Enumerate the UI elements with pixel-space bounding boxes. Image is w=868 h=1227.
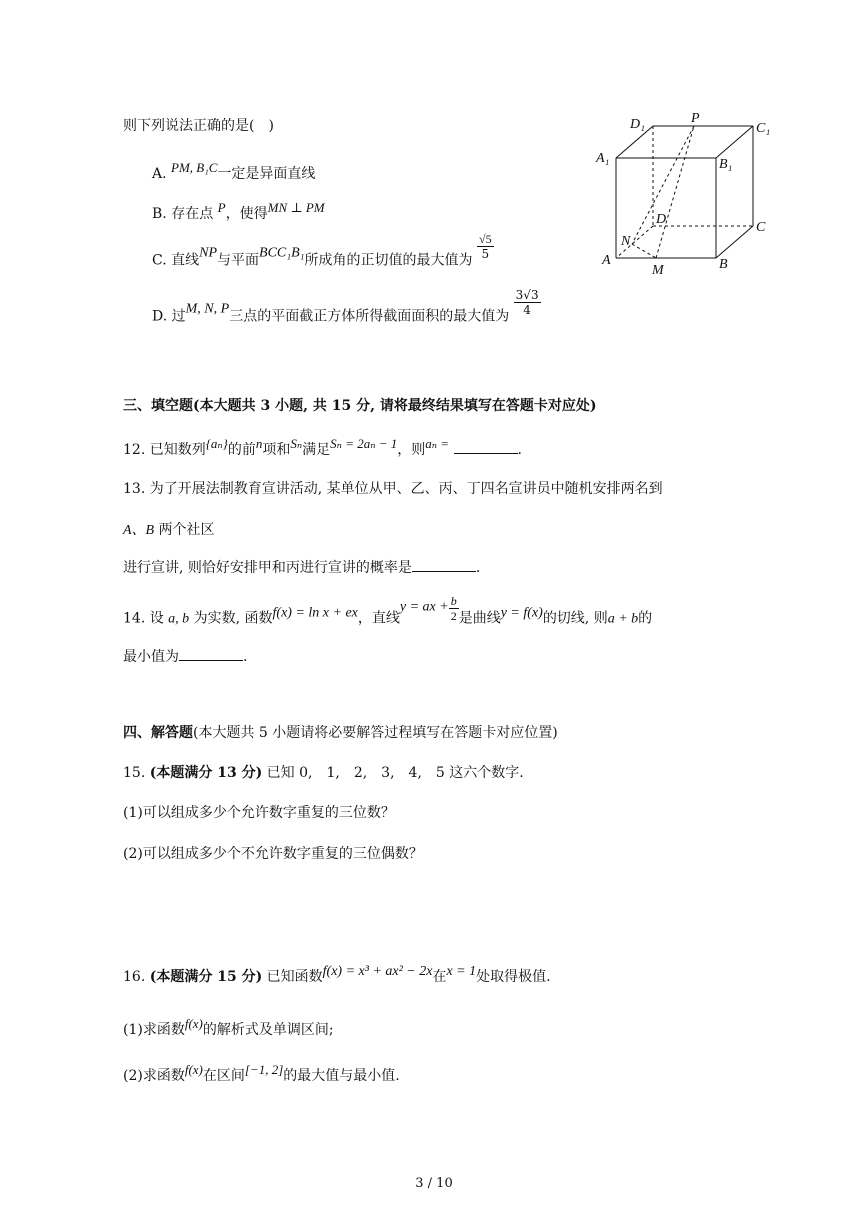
q14-text: 为实数, 函数: [193, 610, 273, 627]
math-expr: y = ax +: [399, 599, 449, 615]
q11-stem: 则下列说法正确的是( ): [123, 118, 274, 134]
question-13-line1: 13. 为了开展法制教育宣讲活动, 某单位从甲、乙、丙、丁四名宣讲员中随机安排两名到: [123, 481, 663, 497]
math-expr: x = 1: [446, 964, 477, 979]
math-expr: P: [217, 200, 226, 215]
label-B1: B₁: [719, 157, 733, 172]
q15-text: 已知 0, 1, 2, 3, 4, 5 这六个数字.: [266, 765, 524, 781]
option-label: D. 过: [152, 308, 186, 325]
question-15: [123, 762, 524, 782]
option-text: 一定是异面直线: [217, 166, 316, 182]
label-B: B: [719, 257, 728, 272]
q16-text: 处取得极值.: [476, 969, 551, 985]
q15-part1: (1)可以组成多少个允许数字重复的三位数？: [123, 805, 395, 821]
question-13-line3: [123, 557, 480, 577]
fraction-denominator: 2: [450, 609, 457, 623]
question-13-line2: [123, 519, 215, 539]
fraction-numerator: b: [450, 594, 457, 608]
math-expr: n: [255, 436, 263, 451]
q11-option-c: [152, 232, 494, 270]
q16-text: (1)求函数: [123, 1022, 185, 1038]
answer-blank: [179, 648, 243, 661]
fraction-b-over-2: [449, 594, 459, 623]
question-14-line1: [123, 594, 652, 628]
q14-text: 的: [638, 610, 653, 627]
math-expr: y = f(x): [500, 605, 543, 621]
q11-option-a: [152, 160, 315, 183]
section4-heading: [123, 722, 558, 742]
q14-text: 最小值为: [123, 649, 179, 665]
q12-text: ，则: [397, 442, 426, 458]
q16-text: (2)求函数: [123, 1068, 185, 1084]
q12-text: 的前: [227, 442, 256, 458]
q16-text: 已知函数: [266, 969, 323, 985]
q14-text: 是曲线: [458, 610, 501, 627]
q14-text: 的切线, 则: [542, 610, 608, 627]
label-D1: D₁: [630, 117, 645, 132]
cube-figure: [592, 106, 782, 281]
q16-part2: [123, 1062, 400, 1085]
section4-title: 四、解答题: [123, 725, 193, 741]
answer-blank: [412, 559, 476, 572]
q15-number: 15.: [123, 765, 146, 781]
question-12: [123, 436, 522, 459]
math-expr: Sₙ: [290, 436, 303, 451]
q13-text: 进行宣讲, 则恰好安排甲和丙进行宣讲的概率是: [123, 560, 412, 576]
math-expr: a, b: [168, 611, 190, 627]
q14-text: ，直线: [357, 610, 400, 627]
fraction-denominator: 5: [481, 247, 490, 261]
label-N: N: [621, 234, 631, 249]
math-expr: {aₙ}: [205, 436, 228, 451]
option-text: 与平面: [217, 252, 260, 269]
label-A: A: [602, 253, 611, 268]
math-expr: Sₙ = 2aₙ − 1: [330, 436, 398, 451]
fraction-sqrt5-over-5: [477, 232, 494, 261]
q16-text: 在区间: [202, 1068, 245, 1084]
q15-score-tag: (本题满分 13 分): [149, 765, 263, 781]
q16-text: 在: [432, 969, 447, 985]
page-number: 3 / 10: [415, 1176, 453, 1191]
q16-text: 的解析式及单调区间;: [202, 1022, 334, 1038]
fraction-3sqrt3-over-4: [514, 288, 541, 317]
label-P: P: [691, 111, 700, 126]
answer-blank: [454, 441, 518, 454]
label-A1: A₁: [596, 151, 610, 166]
label-C1: C₁: [756, 121, 771, 136]
math-expr: a + b: [607, 611, 639, 627]
q14-text: 14. 设: [123, 610, 164, 627]
q15-part2: (2)可以组成多少个不允许数字重复的三位偶数？: [123, 846, 423, 862]
math-expr: A、B: [123, 523, 155, 538]
math-expr: M, N, P: [185, 301, 230, 317]
fraction-numerator: 3√3: [515, 288, 539, 302]
math-expr: PM, B₁C: [171, 160, 218, 175]
question-16: [123, 963, 551, 986]
math-expr: [−1, 2]: [244, 1062, 284, 1077]
math-expr: f(x): [184, 1016, 203, 1031]
section4-note: (本大题共 5 小题请将必要解答过程填写在答题卡对应位置): [193, 725, 558, 741]
q16-score-tag: (本题满分 15 分): [149, 969, 263, 985]
math-expr: MN ⊥ PM: [267, 200, 325, 215]
math-expr: NP: [199, 245, 218, 261]
math-expr: aₙ =: [425, 436, 450, 451]
math-expr: f(x): [184, 1062, 203, 1077]
q13-text: 两个社区: [154, 522, 215, 538]
label-D: D: [656, 212, 667, 227]
q16-number: 16.: [123, 969, 146, 985]
option-label: B. 存在点: [152, 206, 214, 222]
q16-text: 的最大值与最小值.: [283, 1068, 400, 1084]
option-text: ，使得: [225, 206, 268, 222]
q13-text: .: [475, 560, 481, 576]
q11-option-d: [152, 288, 541, 326]
math-expr: f(x) = ln x + ex: [272, 605, 358, 621]
label-C: C: [756, 220, 766, 235]
question-14-line2: [123, 646, 247, 666]
q11-option-b: [152, 200, 325, 223]
q12-text: 12. 已知数列: [123, 442, 206, 458]
option-text: 三点的平面截正方体所得截面面积的最大值为: [229, 308, 510, 325]
section3-heading: 三、填空题(本大题共 3 小题, 共 15 分, 请将最终结果填写在答题卡对应处): [123, 398, 597, 414]
q14-text: .: [243, 649, 248, 665]
math-expr: f(x) = x³ + ax² − 2x: [322, 964, 433, 979]
option-label: C. 直线: [152, 252, 200, 269]
option-text: 所成角的正切值的最大值为: [304, 252, 473, 269]
math-expr: BCC₁B₁: [259, 245, 305, 261]
option-label: A.: [152, 166, 167, 182]
q16-part1: [123, 1016, 334, 1039]
label-M: M: [652, 263, 664, 278]
fraction-denominator: 4: [523, 303, 531, 317]
q12-text: 满足: [302, 442, 331, 458]
fraction-numerator: √5: [478, 232, 492, 246]
q12-text: 项和: [262, 442, 291, 458]
q12-text: .: [517, 442, 522, 458]
